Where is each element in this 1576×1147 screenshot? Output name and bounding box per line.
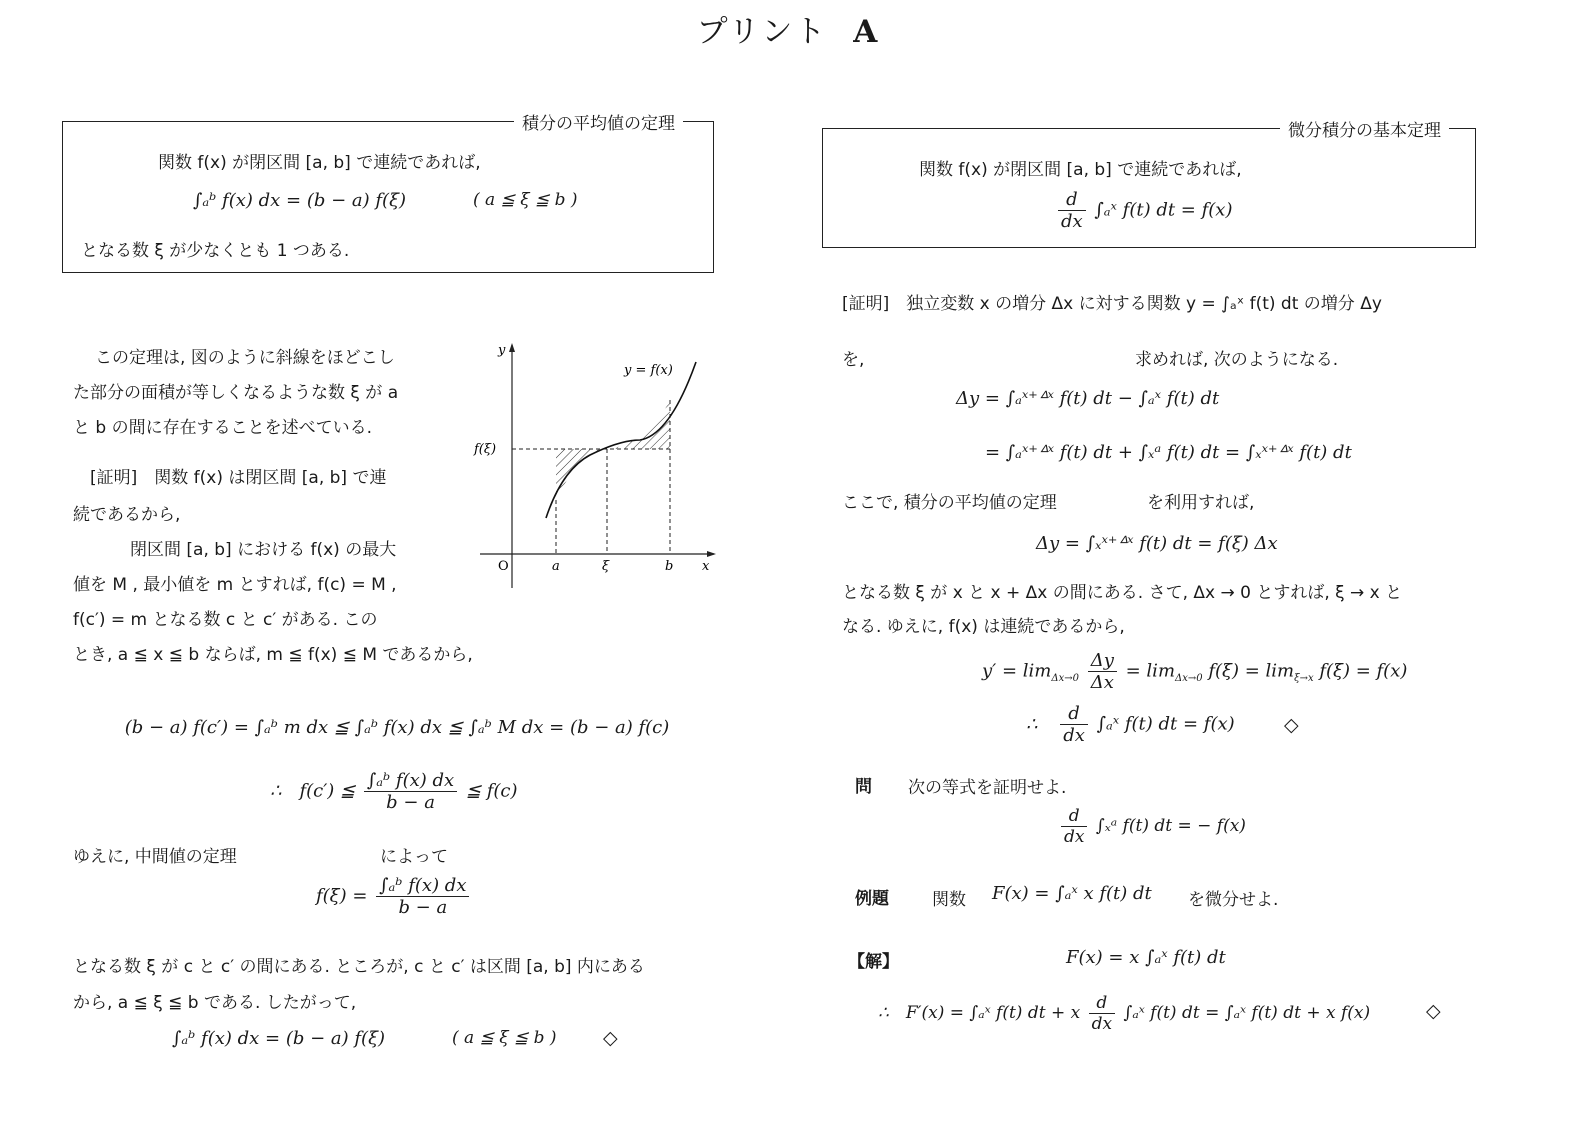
eq3-num: ∫ₐᵇ f(x) dx	[376, 875, 469, 897]
fig-curve-label: y = f(x)	[624, 363, 673, 378]
eq2-suffix: ≦ f(c)	[465, 780, 518, 802]
intro-line-3: と b の間に存在することを述べている.	[73, 418, 373, 438]
continuity-text: なる. ゆえに, f(x) は連続であるから,	[842, 617, 1125, 637]
mvt-line3: となる数 ξ が少なくとも 1 つある.	[81, 241, 350, 261]
eq-mvt-conclusion: ∫ₐᵇ f(x) dx = (b − a) f(ξ)	[172, 1028, 386, 1049]
q-dx: dx	[1064, 827, 1085, 847]
eq-delta-y-2: = ∫ₐˣ⁺ᐞˣ f(t) dt + ∫ₓᵃ f(t) dt = ∫ₓˣ⁺ᐞˣ f(t) dt	[985, 442, 1352, 463]
here-text-right: を利用すれば,	[1147, 493, 1255, 513]
final-prefix: ∴ F′(x) = ∫ₐˣ f(t) dt + x	[878, 1003, 1081, 1023]
eq-question	[1058, 806, 1246, 847]
here-text-left: ここで, 積分の平均値の定理	[842, 493, 1057, 513]
mean-value-theorem-title: 積分の平均値の定理	[514, 109, 683, 134]
proof-line-5: f(c′) = m となる数 c と c′ がある. この	[73, 610, 378, 630]
eq-f-xi	[316, 875, 472, 918]
qed-final: ◇	[1426, 1000, 1441, 1022]
eq-ftc-conclusion	[1026, 703, 1235, 746]
example-expr: F(x) = ∫ₐˣ x f(t) dt	[992, 883, 1152, 904]
example-text2: を微分せよ.	[1188, 890, 1279, 910]
eq2-fraction	[364, 770, 457, 813]
final-dx: dx	[1091, 1014, 1113, 1034]
intermediate-value-text: ゆえに, 中間値の定理	[73, 847, 237, 867]
eq2-prefix: ∴ f(c′) ≦	[270, 780, 356, 802]
concl-d: d	[1060, 703, 1088, 725]
q-expr: ∫ₓᵃ f(t) dt = − f(x)	[1095, 816, 1246, 836]
qed-right: ◇	[1284, 714, 1299, 736]
eq-delta-y-1: Δy = ∫ₐˣ⁺ᐞˣ f(t) dt − ∫ₐˣ f(t) dt	[956, 388, 1220, 409]
concl-prefix: ∴	[1026, 713, 1038, 735]
ftc-expr: ∫ₐˣ f(t) dt = f(x)	[1094, 199, 1233, 221]
lim-sub3: ξ→x	[1294, 673, 1314, 685]
solution-label: 【解】	[848, 952, 899, 972]
fig-origin-label: O	[498, 559, 509, 574]
intro-line-1: この定理は, 図のように斜線をほどこし	[95, 348, 395, 368]
proof-line-3: 閉区間 [a, b] における f(x) の最大	[130, 540, 397, 560]
eq2-num: ∫ₐᵇ f(x) dx	[364, 770, 457, 792]
end-text-1: となる数 ξ が c と c′ の間にある. ところが, c と c′ は区間 [a, b] 内にある	[73, 957, 645, 977]
ftc-d: d	[1058, 189, 1086, 211]
lim-sub2: Δx→0	[1175, 673, 1203, 685]
hatch-region-left	[556, 449, 612, 500]
question-label: 問	[855, 777, 872, 797]
eq-inequality-chain: (b − a) f(c′) = ∫ₐᵇ m dx ≦ ∫ₐᵇ f(x) dx ≦ ∫ₐᵇ M dx = (b − a) f(c)	[124, 717, 670, 738]
title-letter: A	[853, 14, 880, 50]
between-text: となる数 ξ が x と x + Δx の間にある. さて, Δx → 0 とすれば, ξ → x と	[842, 583, 1403, 603]
lim-lhs: y′ = lim	[982, 660, 1052, 682]
lim-rhs: f(ξ) = f(x)	[1319, 660, 1408, 682]
solution-expr: F(x) = x ∫ₐˣ f(t) dt	[1066, 947, 1226, 968]
final-rest: ∫ₐˣ f(t) dt = ∫ₐˣ f(t) dt + x f(x)	[1123, 1003, 1371, 1023]
example-text1: 関数	[932, 890, 966, 910]
eq-delta-y-3: Δy = ∫ₓˣ⁺ᐞˣ f(t) dt = f(ξ) Δx	[1036, 533, 1278, 554]
mean-value-theorem-box	[62, 114, 714, 273]
lim-fraction	[1088, 650, 1117, 693]
proof-line-2: 続であるから,	[73, 505, 181, 525]
lim-den: Δx	[1090, 672, 1114, 693]
mvt-formula: ∫ₐᵇ f(x) dx = (b − a) f(ξ)	[193, 190, 407, 211]
eq2-den: b − a	[386, 792, 435, 813]
proof-right-line2-right: 求めれば, 次のようになる.	[1135, 350, 1339, 370]
ftc-formula	[1055, 189, 1232, 232]
end-text-2: から, a ≦ ξ ≦ b である. したがって,	[73, 993, 357, 1013]
page-title	[0, 6, 1576, 51]
fig-x-label: x	[702, 559, 710, 574]
proof-line-1: [証明] 関数 f(x) は閉区間 [a, b] で連	[90, 468, 387, 488]
intermediate-value-text-right: によって	[380, 847, 448, 867]
lim-num: Δy	[1088, 650, 1117, 672]
fig-a-label: a	[552, 559, 560, 574]
final-d-dx	[1089, 993, 1115, 1034]
eq3-den: b − a	[398, 897, 448, 918]
lim-mid: = lim	[1125, 660, 1176, 682]
concl-dx: dx	[1063, 725, 1085, 746]
fundamental-theorem-box	[822, 121, 1476, 248]
q-d: d	[1061, 806, 1087, 827]
question-text: 次の等式を証明せよ.	[908, 778, 1067, 798]
hatch-region-right	[612, 400, 670, 449]
example-label: 例題	[855, 889, 889, 909]
eq3-prefix: f(ξ) =	[316, 885, 368, 907]
lim-mid2: f(ξ) = lim	[1208, 660, 1295, 682]
eq-final	[878, 993, 1370, 1034]
ftc-d-dx	[1058, 189, 1086, 232]
concl-d-dx	[1060, 703, 1088, 746]
intro-line-2: た部分の面積が等しくなるような数 ξ が a	[73, 383, 399, 403]
fig-fxi-label: f(ξ)	[474, 442, 497, 457]
lim-sub1: Δx→0	[1051, 673, 1079, 685]
fig-xi-label: ξ	[602, 559, 610, 574]
q-d-dx	[1061, 806, 1087, 847]
title-kana: プリント	[696, 14, 828, 50]
eq-limit	[982, 650, 1407, 693]
eq-fc-prime-bound	[270, 770, 518, 813]
fundamental-theorem-title: 微分積分の基本定理	[1280, 116, 1449, 141]
fig-y-label: y	[498, 343, 506, 358]
proof-right-line1: [証明] 独立変数 x の増分 Δx に対する関数 y = ∫ₐˣ f(t) dt の増分 Δy	[842, 294, 1382, 314]
proof-line-6: とき, a ≦ x ≦ b ならば, m ≦ f(x) ≦ M であるから,	[73, 645, 473, 665]
ftc-dx: dx	[1061, 211, 1083, 232]
eq3-fraction	[376, 875, 469, 918]
mvt-line1: 関数 f(x) が閉区間 [a, b] で連続であれば,	[158, 153, 481, 173]
concl-expr: ∫ₐˣ f(t) dt = f(x)	[1096, 713, 1235, 735]
proof-right-line2-left: を,	[842, 350, 865, 370]
x-axis-arrow	[707, 551, 716, 557]
eq-mvt-conclusion-cond: ( a ≦ ξ ≦ b )	[452, 1028, 557, 1048]
proof-line-4: 値を M , 最小値を m とすれば, f(c) = M ,	[73, 575, 397, 595]
curve-y-f-x	[546, 362, 696, 518]
mean-value-figure	[470, 340, 720, 590]
y-axis-arrow	[509, 343, 515, 352]
qed-left: ◇	[603, 1027, 618, 1049]
ftc-line1: 関数 f(x) が閉区間 [a, b] で連続であれば,	[919, 160, 1242, 180]
fig-b-label: b	[665, 559, 674, 574]
mvt-condition: ( a ≦ ξ ≦ b )	[473, 190, 578, 210]
final-d: d	[1089, 993, 1115, 1014]
